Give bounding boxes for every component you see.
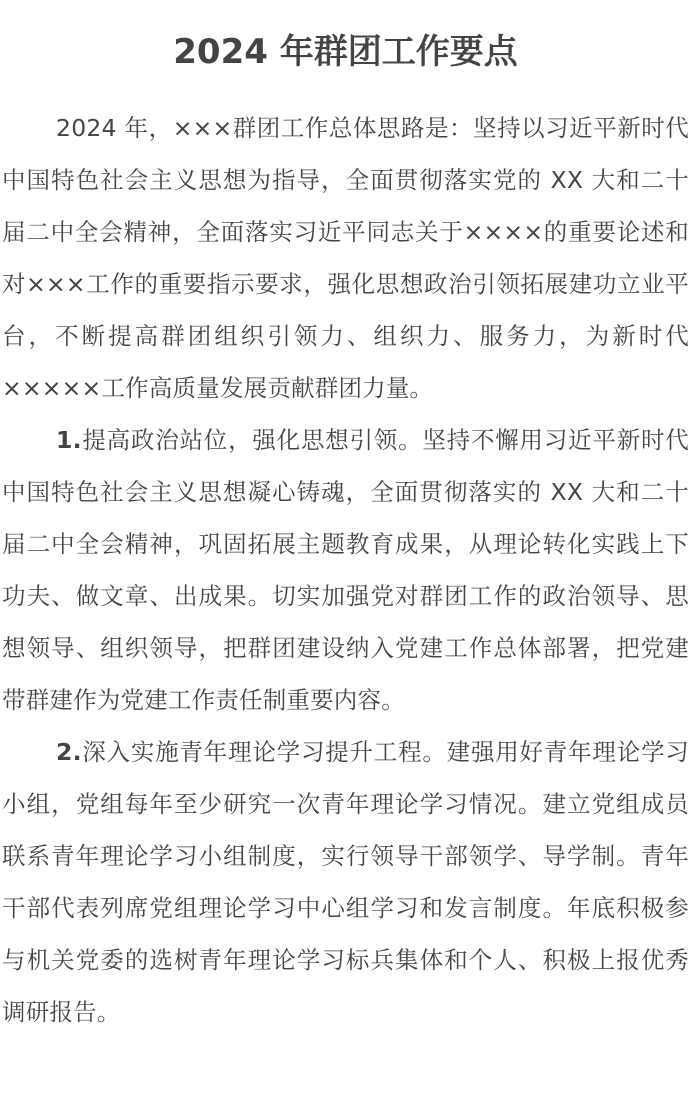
point-text: 提高政治站位，强化思想引领。坚持不懈用习近平新时代中国特色社会主义思想凝心铸魂，全面贯彻落实的 XX 大和二十届二中全会精神，巩固拓展主题教育成果，从理论转化实践上下功夫、做文章、出成果。切实加强党对群团工作的政治领导、思想领导、组织领导，把群团建设纳入党建工作总体部署，把党建带群建作为党建工作责任制重要内容。 <box>2 426 689 714</box>
point-number: 2. <box>56 738 82 766</box>
point-paragraph-1 <box>2 414 689 726</box>
document-title: 2024 年群团工作要点 <box>173 32 518 72</box>
document-body <box>2 102 689 1038</box>
point-number: 1. <box>56 426 82 454</box>
intro-paragraph: 2024 年，×××群团工作总体思路是：坚持以习近平新时代中国特色社会主义思想为指导，全面贯彻落实党的 XX 大和二十届二中全会精神，全面落实习近平同志关于××××的重要论述和对×××工作的重要指示要求，强化思想政治引领拓展建功立业平台，不断提高群团组织引领力、组织力、服务力，为新时代×××××工作高质量发展贡献群团力量。 <box>2 114 689 402</box>
point-paragraph-2 <box>2 726 689 1038</box>
point-text: 深入实施青年理论学习提升工程。建强用好青年理论学习小组，党组每年至少研究一次青年理论学习情况。建立党组成员联系青年理论学习小组制度，实行领导干部领学、导学制。青年干部代表列席党组理论学习中心组学习和发言制度。年底积极参与机关党委的选树青年理论学习标兵集体和个人、积极上报优秀调研报告。 <box>2 738 689 1026</box>
